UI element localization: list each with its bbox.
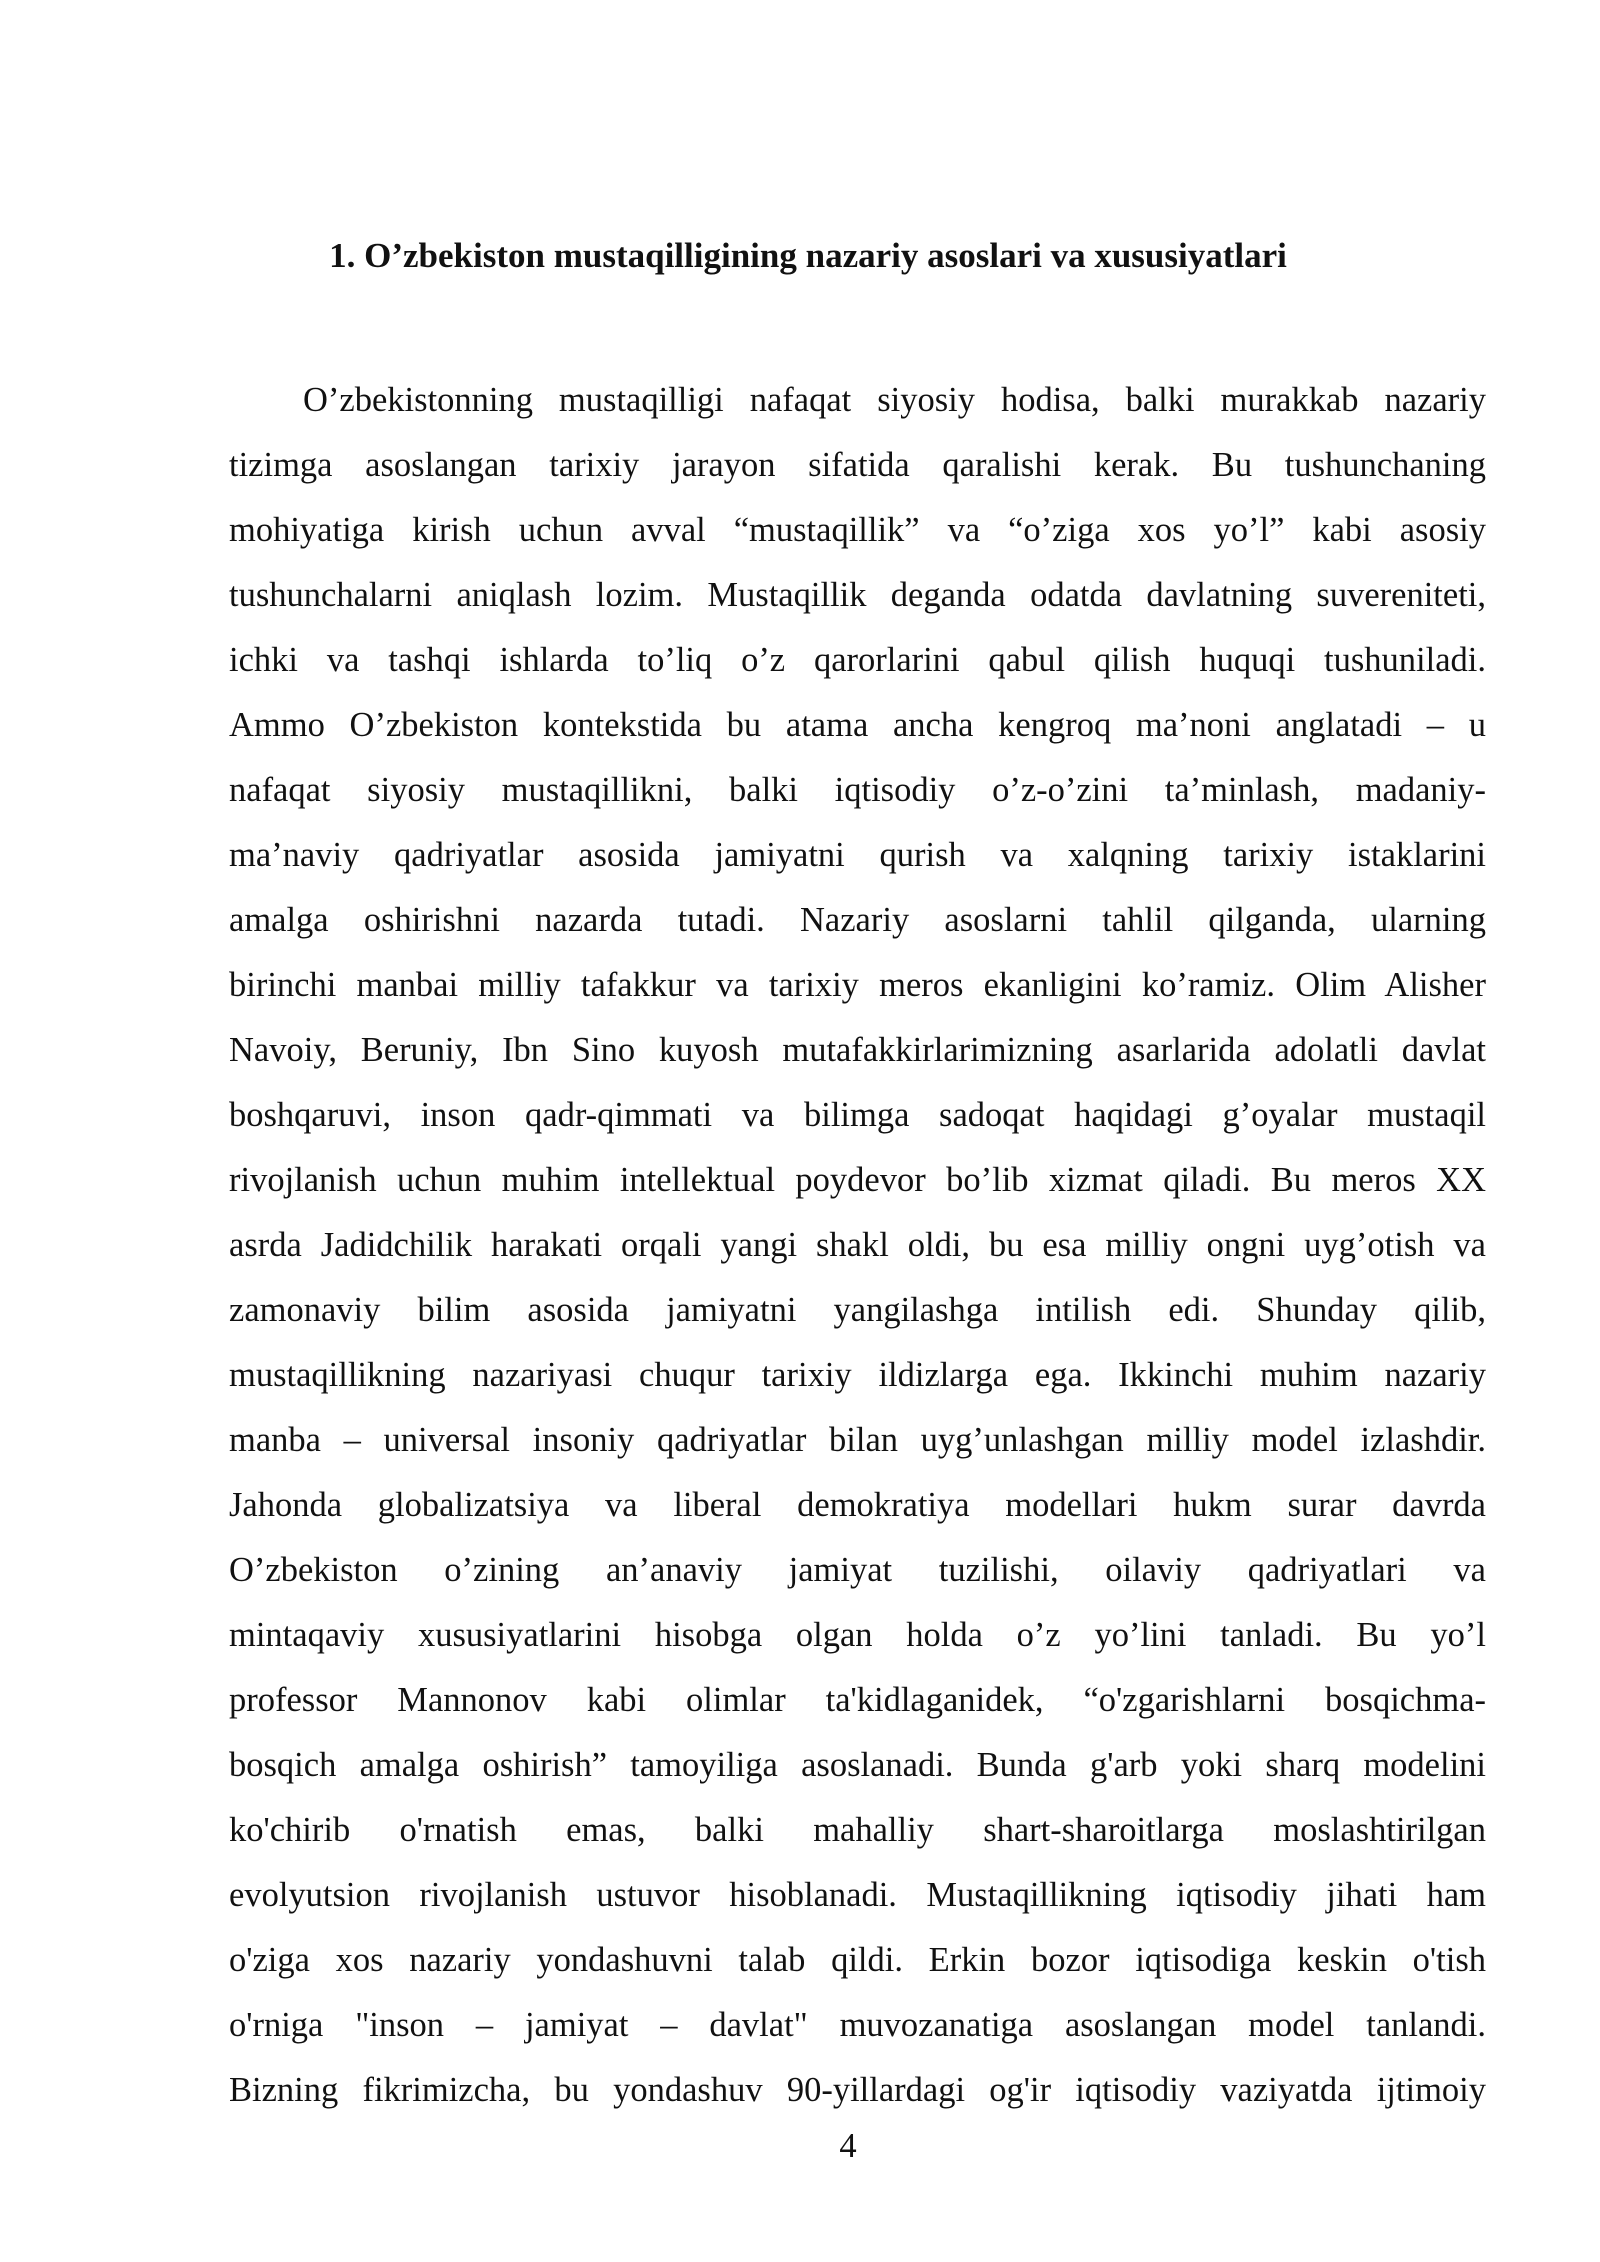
text-line: rivojlanish uchun muhim intellektual poydevor bo’lib xizmat qiladi. Bu meros XX [229,1161,1486,1199]
text-line: amalga oshirishni nazarda tutadi. Nazariy asoslarni tahlil qilganda, ularning [229,901,1486,939]
text-line: o'rniga "inson – jamiyat – davlat" muvozanatiga asoslangan model tanlandi. [229,2006,1486,2044]
text-line: O’zbekistonning mustaqilligi nafaqat siyosiy hodisa, balki murakkab nazariy [303,381,1486,419]
text-line: evolyutsion rivojlanish ustuvor hisoblanadi. Mustaqillikning iqtisodiy jihati ham [229,1876,1486,1914]
text-line: birinchi manbai milliy tafakkur va tarixiy meros ekanligini ko’ramiz. Olim Alisher [229,966,1486,1004]
text-line: Bizning fikrimizcha, bu yondashuv 90-yillardagi og'ir iqtisodiy vaziyatda ijtimoiy [229,2071,1486,2109]
text-line: o'ziga xos nazariy yondashuvni talab qildi. Erkin bozor iqtisodiga keskin o'tish [229,1941,1486,1979]
text-line: mustaqillikning nazariyasi chuqur tarixiy ildizlarga ega. Ikkinchi muhim nazariy [229,1356,1486,1394]
section-heading: 1. O’zbekiston mustaqilligining nazariy asoslari va xususiyatlari [329,236,1287,275]
text-line: zamonaviy bilim asosida jamiyatni yangilashga intilish edi. Shunday qilib, [229,1291,1486,1329]
text-line: nafaqat siyosiy mustaqillikni, balki iqtisodiy o’z-o’zini ta’minlash, madaniy- [229,771,1486,809]
text-line: mintaqaviy xususiyatlarini hisobga olgan holda o’z yo’lini tanladi. Bu yo’l [229,1616,1486,1654]
text-line: O’zbekiston o’zining an’anaviy jamiyat tuzilishi, oilaviy qadriyatlari va [229,1551,1486,1589]
text-line: bosqich amalga oshirish” tamoyiliga asoslanadi. Bunda g'arb yoki sharq modelini [229,1746,1486,1784]
text-line: Ammo O’zbekiston kontekstida bu atama ancha kengroq ma’noni anglatadi – u [229,706,1486,744]
text-line: tushunchalarni aniqlash lozim. Mustaqillik deganda odatda davlatning suvereniteti, [229,576,1486,614]
text-line: mohiyatiga kirish uchun avval “mustaqillik” va “o’ziga xos yo’l” kabi asosiy [229,511,1486,549]
page-number: 4 [839,2127,857,2165]
text-line: ma’naviy qadriyatlar asosida jamiyatni qurish va xalqning tarixiy istaklarini [229,836,1486,874]
body-paragraph [229,368,1486,2123]
text-line: tizimga asoslangan tarixiy jarayon sifatida qaralishi kerak. Bu tushunchaning [229,446,1486,484]
text-line: manba – universal insoniy qadriyatlar bilan uyg’unlashgan milliy model izlashdir. [229,1421,1486,1459]
text-line: Jahonda globalizatsiya va liberal demokratiya modellari hukm surar davrda [229,1486,1486,1524]
text-line: Navoiy, Beruniy, Ibn Sino kuyosh mutafakkirlarimizning asarlarida adolatli davlat [229,1031,1486,1069]
text-line: boshqaruvi, inson qadr-qimmati va bilimga sadoqat haqidagi g’oyalar mustaqil [229,1096,1486,1134]
text-line: asrda Jadidchilik harakati orqali yangi shakl oldi, bu esa milliy ongni uyg’otish va [229,1226,1486,1264]
text-line: professor Mannonov kabi olimlar ta'kidlaganidek, “o'zgarishlarni bosqichma- [229,1681,1486,1719]
text-line: ko'chirib o'rnatish emas, balki mahalliy shart-sharoitlarga moslashtirilgan [229,1811,1486,1849]
text-line: ichki va tashqi ishlarda to’liq o’z qarorlarini qabul qilish huquqi tushuniladi. [229,641,1486,679]
